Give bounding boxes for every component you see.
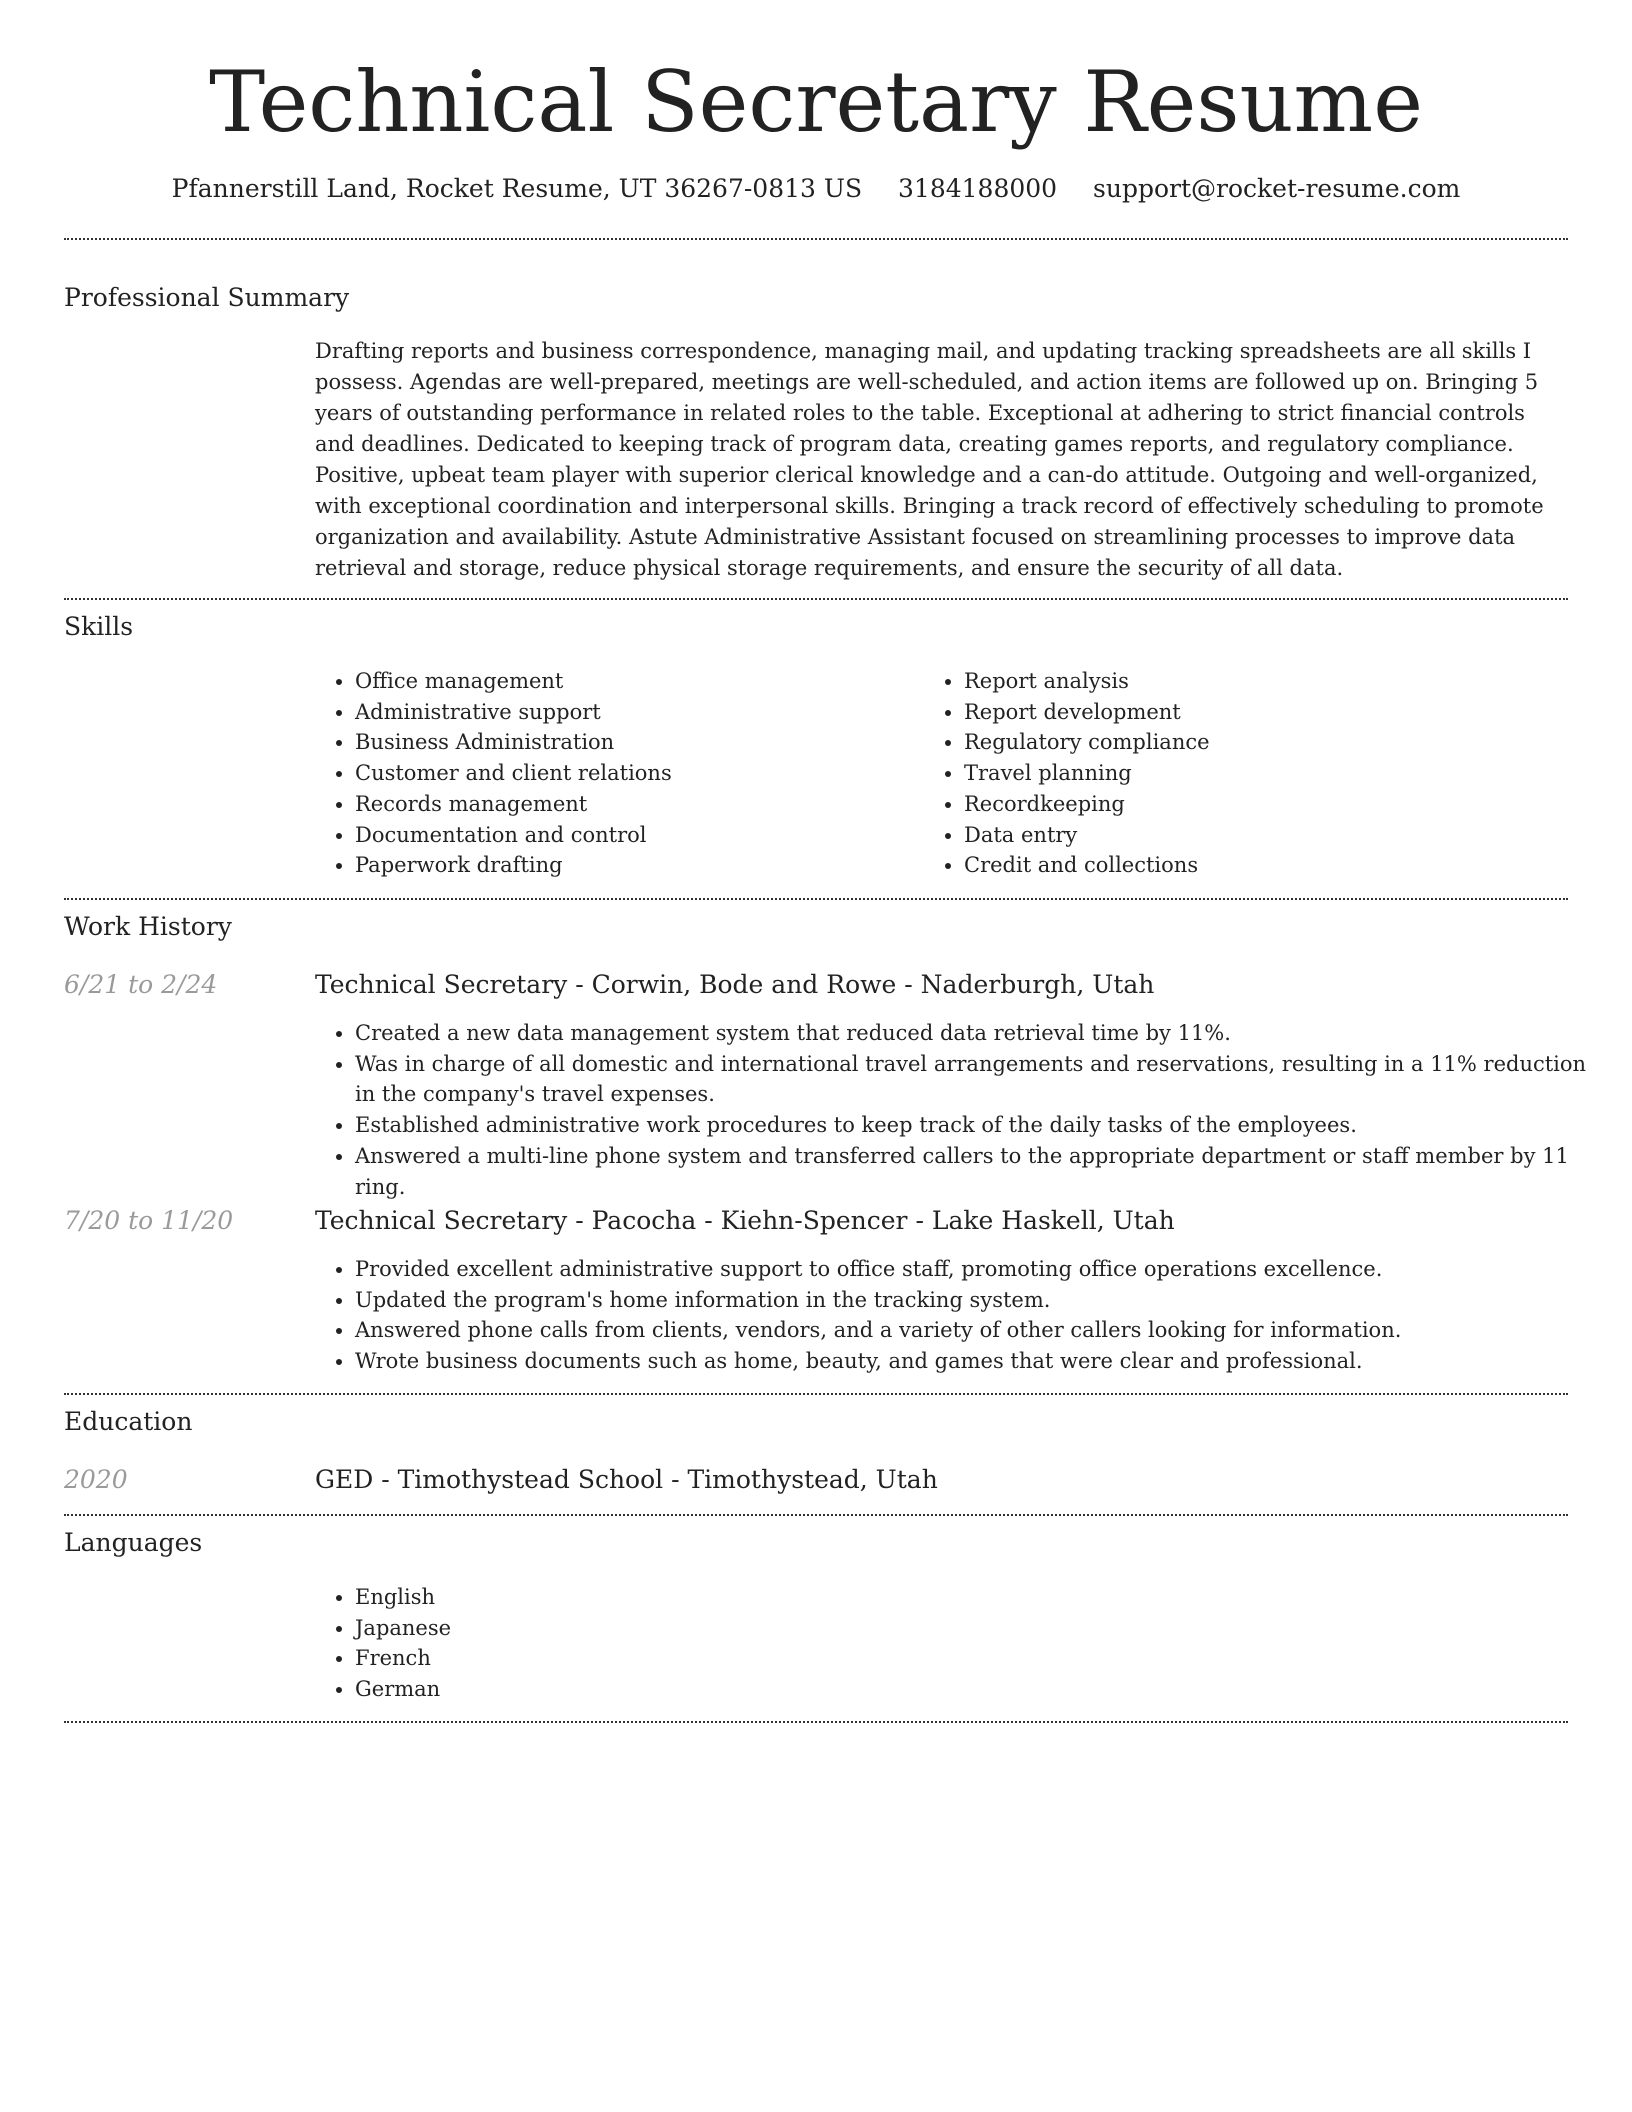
work-heading: Work History (64, 912, 232, 941)
skills-heading: Skills (64, 612, 134, 641)
divider (64, 598, 1568, 600)
language-item: • English (355, 1582, 955, 1613)
skills-list-left (311, 666, 915, 881)
divider (64, 898, 1568, 900)
skill-item: • Report development (964, 697, 1564, 728)
job-bullet: • Answered phone calls from clients, vendors, and a variety of other callers looking for information. (355, 1315, 1608, 1346)
skill-item: • Credit and collections (964, 850, 1564, 881)
language-item: • French (355, 1643, 955, 1674)
skill-item: • Travel planning (964, 758, 1564, 789)
skill-item: • Recordkeeping (964, 789, 1564, 820)
contact-line (0, 170, 1632, 208)
summary-heading: Professional Summary (64, 283, 350, 312)
skill-item: • Business Administration (355, 727, 915, 758)
languages-heading: Languages (64, 1528, 203, 1557)
job-bullet: • Was in charge of all domestic and international travel arrangements and reservations, resulting in a 11% reduction in the company's travel expenses. (355, 1049, 1608, 1110)
resume-title: Technical Secretary Resume (209, 53, 1423, 151)
language-item: • German (355, 1674, 955, 1705)
education-entry: GED - Timothystead School - Timothystead, Utah (315, 1465, 938, 1494)
skill-item: • Administrative support (355, 697, 915, 728)
skill-item: • Office management (355, 666, 915, 697)
skills-list-right (920, 666, 1564, 881)
education-heading: Education (64, 1407, 193, 1436)
skill-item: • Regulatory compliance (964, 727, 1564, 758)
divider (64, 1393, 1568, 1395)
job-bullets (311, 1018, 1608, 1202)
job-dates: 7/20 to 11/20 (64, 1206, 234, 1235)
contact-email: support@rocket-resume.com (1093, 174, 1461, 203)
skill-item: • Customer and client relations (355, 758, 915, 789)
skill-item: • Report analysis (964, 666, 1564, 697)
contact-address: Pfannerstill Land, Rocket Resume, UT 36267-0813 US (171, 174, 863, 203)
education-year: 2020 (64, 1465, 128, 1494)
divider (64, 1721, 1568, 1723)
job-bullet: • Wrote business documents such as home, beauty, and games that were clear and professional. (355, 1346, 1608, 1377)
languages-list (311, 1582, 955, 1705)
job-bullet: • Created a new data management system that reduced data retrieval time by 11%. (355, 1018, 1608, 1049)
job-bullet: • Provided excellent administrative support to office staff, promoting office operations excellence. (355, 1254, 1608, 1285)
job-title: Technical Secretary - Corwin, Bode and Rowe - Naderburgh, Utah (315, 970, 1155, 999)
skill-item: • Data entry (964, 820, 1564, 851)
job-bullet: • Updated the program's home information in the tracking system. (355, 1285, 1608, 1316)
skill-item: • Paperwork drafting (355, 850, 915, 881)
summary-text: Drafting reports and business correspondence, managing mail, and updating tracking spreadsheets are all skills I possess. Agendas are well-prepared, meetings are well-scheduled, and action items are followed up on. Bringing 5 years of outstanding performance in related roles to the table. Exceptional at adhering to strict financial controls and deadlines. Dedicated to keeping track of program data, creating games reports, and regulatory compliance. Positive, upbeat team player with superior clerical knowledge and a can-do attitude. Outgoing and well-organized, with exceptional coordination and interpersonal skills. Bringing a track record of effectively scheduling to promote organization and availability. Astute Administrative Assistant focused on streamlining processes to improve data retrieval and storage, reduce physical storage requirements, and ensure the security of all data. (315, 339, 1544, 580)
job-bullet: • Established administrative work procedures to keep track of the daily tasks of the employees. (355, 1110, 1608, 1141)
skill-item: • Documentation and control (355, 820, 915, 851)
job-title: Technical Secretary - Pacocha - Kiehn-Spencer - Lake Haskell, Utah (315, 1206, 1175, 1235)
divider (64, 1514, 1568, 1516)
language-item: • Japanese (355, 1613, 955, 1644)
contact-phone: 3184188000 (898, 174, 1058, 203)
skill-item: • Records management (355, 789, 915, 820)
job-bullets (311, 1254, 1608, 1377)
job-dates: 6/21 to 2/24 (64, 970, 218, 999)
divider (64, 238, 1568, 240)
job-bullet: • Answered a multi-line phone system and transferred callers to the appropriate department or staff member by 11 ring. (355, 1141, 1608, 1202)
